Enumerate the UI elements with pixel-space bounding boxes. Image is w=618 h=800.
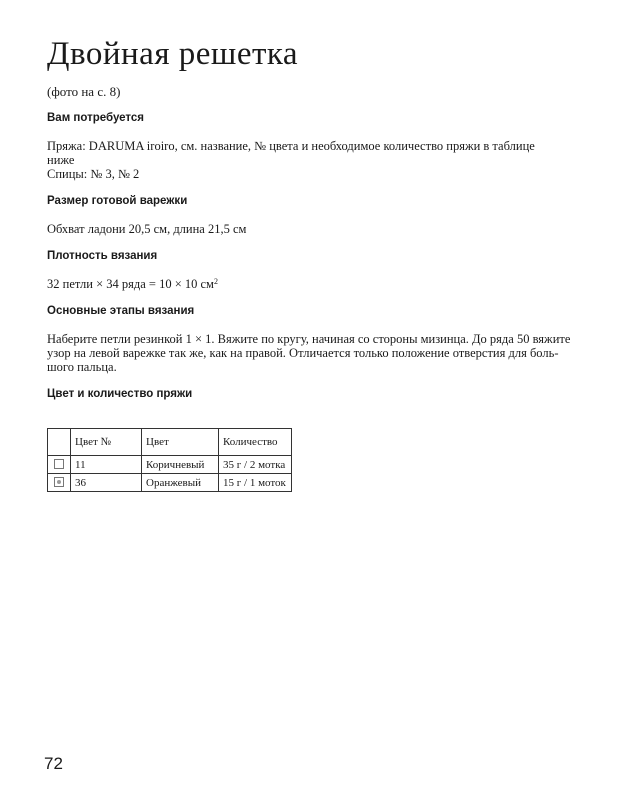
yarn-table [47, 428, 292, 492]
quantity-cell: 15 г / 1 моток [219, 474, 292, 492]
section-heading-yarn: Цвет и количество пряжи [47, 388, 193, 400]
color-name-cell: Оранжевый [142, 474, 219, 492]
gauge-value: 32 петли × 34 ряда = 10 × 10 см [47, 277, 214, 291]
table-row [48, 456, 292, 474]
empty-square-icon [54, 459, 64, 469]
table-header-quantity: Количество [219, 429, 292, 456]
color-number-cell: 36 [71, 474, 142, 492]
color-marker-cell [48, 456, 71, 474]
dotted-square-icon [54, 477, 64, 487]
table-header-color: Цвет [142, 429, 219, 456]
table-header-color-number: Цвет № [71, 429, 142, 456]
needs-line: Пряжа: DARUMA iroiro, см. название, № цвета и необходимое количество пряжи в таблице [47, 139, 535, 153]
section-heading-size: Размер готовой варежки [47, 195, 188, 207]
table-header-row [48, 429, 292, 456]
needs-line: Спицы: № 3, № 2 [47, 167, 140, 181]
steps-line: шого пальца. [47, 360, 117, 374]
gauge-superscript: 2 [213, 277, 218, 286]
photo-reference: (фото на с. 8) [47, 84, 121, 99]
color-name-cell: Коричневый [142, 456, 219, 474]
table-header-marker [48, 429, 71, 456]
section-heading-gauge: Плотность вязания [47, 250, 158, 262]
needs-line: ниже [47, 153, 75, 167]
gauge-text [47, 277, 577, 291]
steps-line: Наберите петли резинкой 1 × 1. Вяжите по кругу, начиная со стороны мизинца. До ряда 50 вяжите [47, 332, 571, 346]
color-marker-cell [48, 474, 71, 492]
color-number-cell: 11 [71, 456, 142, 474]
section-heading-steps: Основные этапы вязания [47, 305, 195, 317]
needs-text [47, 139, 577, 181]
size-text: Обхват ладони 20,5 см, длина 21,5 см [47, 222, 247, 236]
page-number: 72 [44, 754, 63, 773]
quantity-cell: 35 г / 2 мотка [219, 456, 292, 474]
steps-line: узор на левой варежке так же, как на правой. Отличается только положение отверстия для боль- [47, 346, 559, 360]
section-heading-needs: Вам потребуется [47, 112, 145, 124]
page-title: Двойная решетка [47, 36, 299, 72]
steps-text [47, 332, 577, 374]
table-row [48, 474, 292, 492]
